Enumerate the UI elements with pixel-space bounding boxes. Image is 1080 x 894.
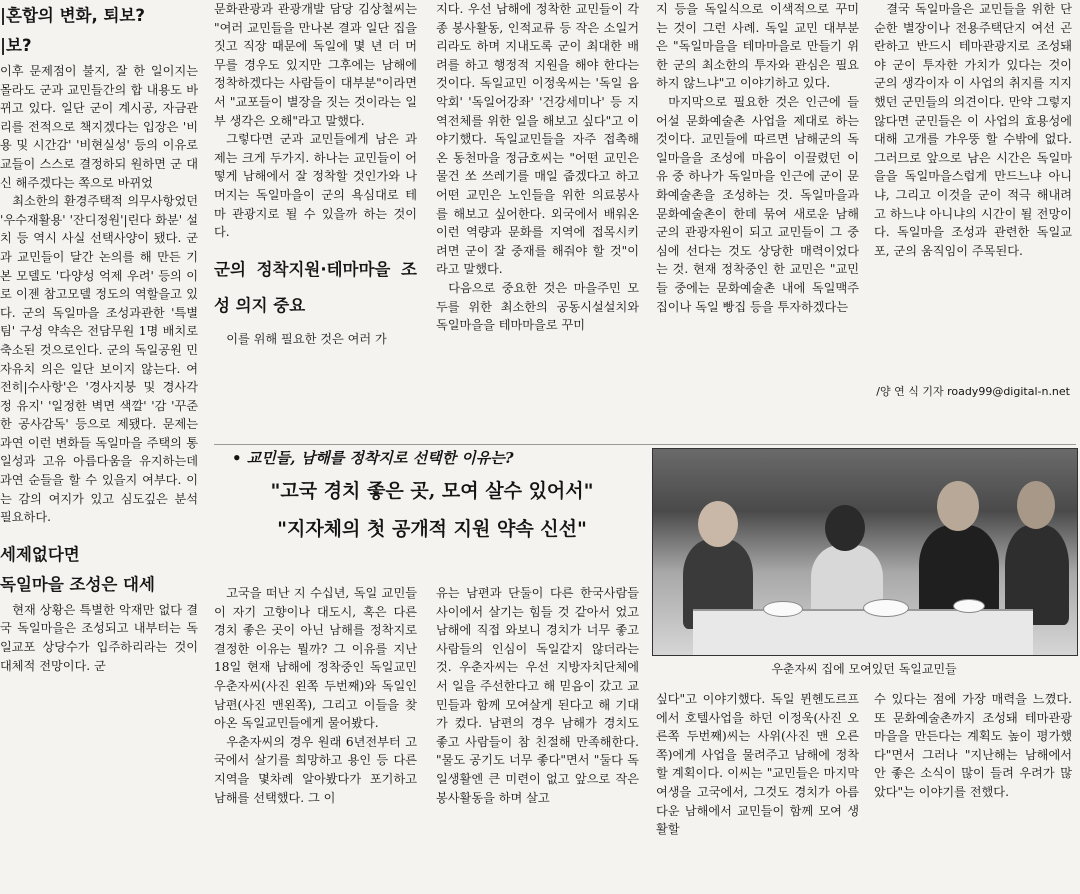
table-surface [693, 609, 1033, 656]
feature-column-3 [656, 690, 859, 894]
article-column-1 [0, 0, 198, 894]
article-column-5 [874, 0, 1072, 440]
feature-headline-2: "지자체의 첫 공개적 지원 약속 신선" [277, 518, 587, 540]
paragraph: 지 등을 독일식으로 이색적으로 꾸미는 것이 그런 사례. 독일 교민 대부분은 "독일마을을 테마마을로 만들기 위한 군의 최소한의 투자와 관심은 필요하지 않느냐"고 이야기하고 있다. [656, 2, 859, 91]
article-photo [652, 448, 1078, 656]
person-figure [937, 481, 979, 531]
feature-headline-block [222, 446, 642, 582]
paragraph: 수 있다는 점에 가장 매력을 느꼈다. 또 문화예술촌까지 조성돼 테마관광마을을 만든다는 계획도 높이 평가했다"면서 그러나 "지난해는 남해에서 안 좋은 소식이 많이 들려 우려가 많았다"는 이야기를 전했다. [874, 692, 1072, 799]
feature-kicker: • 교민들, 남해를 정착지로 선택한 이유는? [232, 449, 514, 467]
paragraph: 그렇다면 군과 교민들에게 남은 과제는 크게 두가지. 하나는 교민들이 어떻게 남해에서 잘 정착할 것인가와 나머지는 독일마을이 군의 욕심대로 테마 관광지로 될 수 있을까 하는 것이다. [214, 132, 417, 240]
paragraph: 다음으로 중요한 것은 마을주민 모두를 위한 최소한의 공동시설설치와 독일마을을 테마마을로 꾸미 [436, 280, 639, 333]
person-figure [698, 501, 738, 547]
paragraph: 이를 위해 필요한 것은 여러 가 [226, 331, 387, 346]
paragraph: 우춘자씨의 경우 원래 6년전부터 고국에서 살기를 희망하고 용인 등 다른 지역을 몇차례 알아봤다가 포기하고 남해를 선택했다. 그 이 [214, 734, 417, 805]
feature-column-2 [436, 584, 639, 894]
photo-caption: 우춘자씨 집에 모여있던 독일교민들 [771, 662, 957, 676]
section-heading: |혼합의 변화, 퇴보? [0, 6, 145, 25]
paragraph: 유는 남편과 단둘이 다른 한국사람들 사이에서 살기는 힘들 것 같아서 었고 남해에 직접 와보니 경치가 너무 좋고 사람들의 인심이 독일같지 않더라는 것. 우춘자씨는 우선 지방자치단체에서 일을 주선한다고 해 믿음이 갔고 교민들과 함께 모여살게 된다고 해 기대가 컸다. 남편의 경우 남해가 경치도 좋고 사람들이 참 친절해 만족해한다. "물도 공기도 너무 좋다"면서 "둘다 독일생활엔 큰 미련이 없고 앞으로 작은 봉사활동을 하며 살고 [436, 586, 639, 805]
section-heading: 군의 정착지원·테마마을 조성 의지 중요 [214, 259, 417, 315]
feature-column-1 [214, 584, 417, 894]
divider [214, 444, 1076, 445]
section-heading: 독일마을 조성은 대세 [0, 574, 155, 594]
person-figure [1017, 481, 1055, 529]
paragraph: 현재 상황은 특별한 악재만 없다 결국 독일마을은 조성되고 내부터는 독일교포 상당수가 입주하리라는 것이 대체적 전망이다. 군 [0, 602, 198, 673]
cup-icon [763, 601, 803, 617]
person-figure [825, 505, 865, 551]
cup-icon [953, 599, 985, 613]
paragraph: 싶다"고 이야기했다. 독일 뮌헨도르프에서 호텔사업을 하던 이정욱(사진 오른쪽 두번째)씨는 사위(사진 맨 오른쪽)에게 사업을 물려주고 남해에 정착할 계획이다. 이씨는 "교민들은 마지막 여생을 고국에서, 그것도 경치가 아름다운 남해에서 교민들이 함께 모여 생활할 [656, 692, 859, 837]
feature-headline-1: "고국 경치 좋은 곳, 모여 살수 있어서" [270, 480, 594, 502]
paragraph: 결국 독일마을은 교민들을 위한 단순한 별장이나 전용주택단지 여선 곤란하고 반드시 테마관광지로 조성돼야 군이 투자한 가치가 있다는 것이 군의 생각이자 이 사업의 취지를 지지했던 군민들의 의견이다. 만약 그렇지 않다면 군민들은 이 사업의 효용성에 대해 고개를 갸우뚱 할 수밖에 없다. 그러므로 앞으로 남은 시간은 독일마을을 독일마을스럽게 만드느냐 아니냐, 그리고 이것을 군이 적극 해내려고 하느냐 아니냐의 시간이 될 전망이다. 독일마을 조성과 관련한 독일교포, 군의 움직임이 주목된다. [874, 2, 1072, 258]
reporter-byline: /양 연 식 기자 roady99@digital-n.net [876, 385, 1070, 398]
paragraph: 문화관광과 관광개발 담당 김상철씨는 "여러 교민들을 만나본 결과 일단 집을 짓고 직장 때문에 독일에 몇 년 더 머무를 경우도 있지만 그후에는 남해에 정착하겠다는 사람들이 대부분"이라면서 "교포들이 별장을 짓는 것이라는 일부 생각은 오해"라고 말했다. [214, 2, 417, 128]
paragraph: 최소한의 환경주택적 의무사항었던 '우수재활용' '잔디정원'|린다 화분' 설치 등 역시 사실 선택사양이 됐다. 군과 교민들이 달간 논의를 해 만든 기본 모델도 '다양성 억제 우려' 등의 이로 이젠 참고모델 정도의 역할을고 있다. 군의 독일마을 조성과관한 '특별팀' 구성 약속은 전담무원 1명 배치로 축소된 것으로인다. 군의 독일공원 민자유치 의은 일단 보이지 않는다. 여전히|수사항'은 '경사지붕 및 경사각정 유지' '일정한 벽면 색깔' '감 '꾸준한 공사감독' 등으로 제됐다. 문제는 과연 이런 변화들 독일마을 주택의 통일성과 고유 아름다움을 유지하는데 과연 순들을 할 수 있을지 여부다. 이는 감의 여지가 있고 심도깊은 분석 필요하다. [0, 194, 198, 525]
section-heading-cont: |보? [0, 36, 32, 55]
paragraph: 마지막으로 필요한 것은 인근에 들어설 문화예술촌 사업을 제대로 하는 것이다. 교민들에 따르면 남해군의 독일마을을 조성에 마음이 이끌렸던 이유 중 하나가 독일마을 인근에 군이 문화예술촌을 조성하는 것. 독일마을과 문화예술촌이 한데 묶여 새로운 남해군의 관광자원이 되고 교민들이 그 중심에 선다는 것도 상당한 매력이었다는 것. 현재 정착중인 한 교민은 "교민들 중에는 문화예술촌 내에 독일맥주집이나 독일 빵집 등을 투자하겠다는 [656, 94, 859, 314]
paragraph: 고국을 떠난 지 수십년, 독일 교민들이 자기 고향이나 대도시, 혹은 다른 경치 좋은 곳이 아닌 남해를 정착지로 결정한 이유는 뭘까? 그 이유를 지난 18일 현재 남해에 정착중인 독일교민 우춘자씨(사진 왼쪽 두번째)와 독일인 남편(사진 맨왼쪽), 그리고 이들을 찾아온 독일교민들에게 물어봤다. [214, 586, 417, 731]
section-heading: 세제없다면 [0, 544, 80, 564]
article-column-3 [436, 0, 639, 440]
cup-icon [863, 599, 909, 617]
article-column-4 [656, 0, 859, 440]
paragraph: 이후 문제점이 불지, 잘 한 일이지는 몰라도 군과 교민들간의 합 내용도 바뀌고 있다. 일단 군이 계시공, 자금관리를 전적으로 책지겠다는 입장은 '비용 및 시간감' '비현실성' 등의 이유로 교들이 스스로 결정하되 원하면 군 대신 해주겠다는 쪽으로 바뀌었 [0, 64, 198, 190]
feature-column-4 [874, 690, 1072, 894]
paragraph: 지다. 우선 남해에 정착한 교민들이 각종 봉사활동, 인적교류 등 작은 소일거리라도 하며 지내도록 군이 최대한 배려를 하고 행정적 지원을 해야 한다는 것이다. 독일교민 이정욱씨는 '독일 음악회' '독일어강좌' '건강세미나' 등 지역전체를 위한 일을 해보고 싶다"고 이야기했다. 독일교민들을 자주 접촉해온 동천마을 정금호씨는 "어떤 교민은 물건 쏘 쓰레기를 매일 줍겠다고 하고 어떤 교민은 노인들을 위한 의료봉사를 해보고 싶어한다. 외국에서 배워온 이런 역량과 문화를 지역에 접목시키려면 군이 잘 중재를 해줘야 할 것"이라고 말했다. [436, 2, 639, 277]
article-column-2 [214, 0, 417, 440]
